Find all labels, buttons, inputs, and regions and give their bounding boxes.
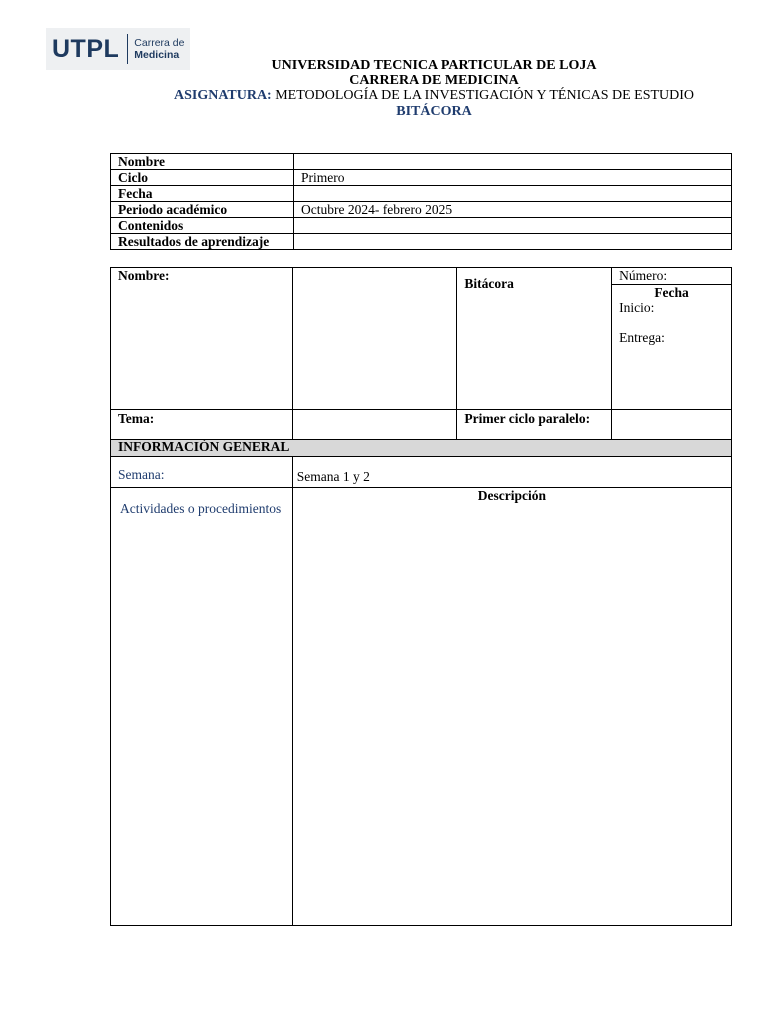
tema-value[interactable]	[292, 410, 457, 440]
resultados-value[interactable]	[294, 234, 732, 250]
bitacora-form-table	[110, 267, 732, 926]
fecha-box	[612, 285, 732, 410]
form-row-semana	[111, 457, 732, 488]
resultados-label: Resultados de aprendizaje	[111, 234, 294, 250]
bitacora-label: Bitácora	[457, 268, 612, 410]
entrega-label: Entrega:	[619, 330, 665, 345]
contenidos-value[interactable]	[294, 218, 732, 234]
subject-label: ASIGNATURA:	[173, 88, 272, 103]
semana-label: Semana:	[111, 457, 293, 488]
periodo-value[interactable]: Octubre 2024- febrero 2025	[294, 202, 732, 218]
nombre-value[interactable]	[294, 154, 732, 170]
ciclo-label: Ciclo	[111, 170, 294, 186]
form-row-info-general	[111, 440, 732, 457]
entrega-field[interactable]	[619, 330, 724, 345]
info-row-periodo	[111, 202, 732, 218]
info-row-nombre	[111, 154, 732, 170]
logo-brand: UTPL	[52, 34, 120, 63]
primer-ciclo-label: Primer ciclo paralelo:	[457, 410, 612, 440]
form-nombre-label: Nombre:	[111, 268, 293, 410]
nombre-label: Nombre	[111, 154, 294, 170]
semana-value[interactable]: Semana 1 y 2	[292, 457, 731, 488]
info-table	[110, 153, 732, 250]
info-row-ciclo	[111, 170, 732, 186]
form-nombre-value[interactable]	[292, 268, 457, 410]
info-general-header: INFORMACIÓN GENERAL	[111, 440, 732, 457]
descripcion-area[interactable]	[292, 488, 731, 926]
subject-name: METODOLOGÍA DE LA INVESTIGACIÓN Y TÉNICAS DE ESTUDIO	[275, 88, 695, 103]
info-row-resultados	[111, 234, 732, 250]
info-row-contenidos	[111, 218, 732, 234]
descripcion-label: Descripción	[477, 488, 546, 503]
fecha-value[interactable]	[294, 186, 732, 202]
primer-ciclo-value[interactable]	[612, 410, 732, 440]
tema-label: Tema:	[111, 410, 293, 440]
numero-field[interactable]	[612, 268, 732, 285]
inicio-label: Inicio:	[619, 300, 655, 315]
document-title: BITÁCORA	[396, 104, 472, 119]
periodo-label: Periodo académico	[111, 202, 294, 218]
form-row-actividades	[111, 488, 732, 926]
form-row-tema	[111, 410, 732, 440]
university-title: UNIVERSIDAD TECNICA PARTICULAR DE LOJA	[271, 58, 597, 73]
fecha-spacer	[619, 315, 724, 330]
career-title: CARRERA DE MEDICINA	[349, 73, 519, 88]
numero-label: Número:	[619, 268, 668, 283]
form-row-top	[111, 268, 732, 285]
contenidos-label: Contenidos	[111, 218, 294, 234]
fecha-label: Fecha	[111, 186, 294, 202]
logo-line-2: Medicina	[134, 49, 180, 61]
inicio-field[interactable]	[619, 300, 724, 315]
logo-line-1: Carrera de	[134, 37, 185, 49]
form-fecha-label: Fecha	[654, 285, 689, 300]
subject-line	[100, 88, 768, 104]
actividades-label: Actividades o procedimientos	[111, 488, 293, 926]
ciclo-value[interactable]: Primero	[294, 170, 732, 186]
info-row-fecha	[111, 186, 732, 202]
